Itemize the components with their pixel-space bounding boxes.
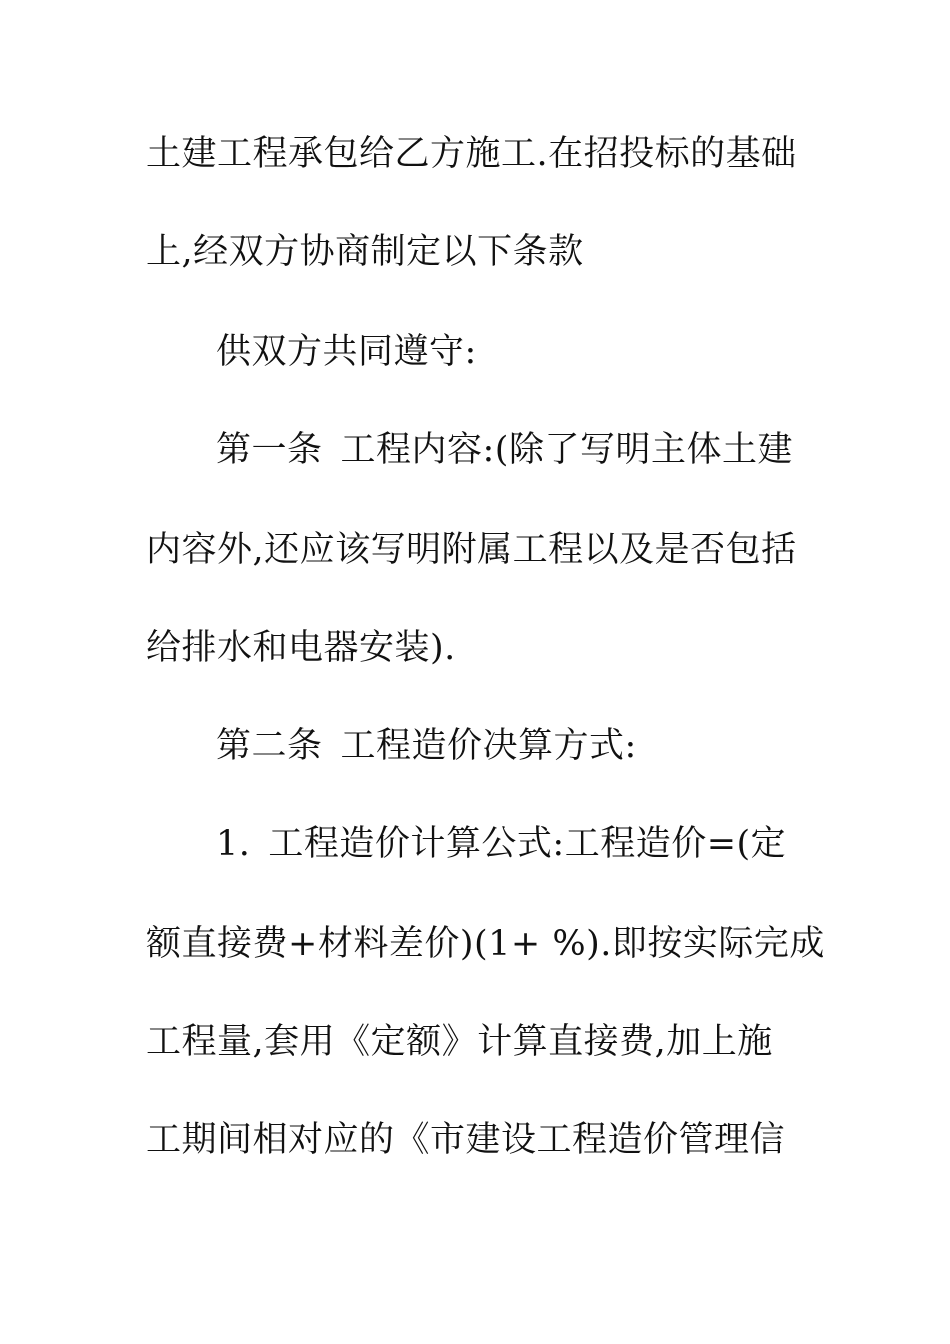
article-2-number: 第二条: [216, 726, 323, 766]
list-item-text: 工程造价计算公式:工程造价=(定: [268, 824, 787, 864]
article-1-title: 工程内容:(除了写明主体土建: [340, 430, 793, 470]
paragraph-line-5: 内容外,还应该写明附属工程以及是否包括: [146, 530, 797, 570]
article-1-heading-line: [216, 428, 806, 472]
list-item-number: 1.: [216, 824, 251, 864]
paragraph-line-6: 给排水和电器安装).: [146, 628, 456, 668]
article-2-heading-line: [216, 724, 806, 768]
paragraph-line-10: 工程量,套用《定额》计算直接费,加上施: [146, 1022, 773, 1062]
article-2-title: 工程造价决算方式:: [340, 726, 637, 766]
list-item-1-line: [216, 822, 806, 866]
paragraph-line-11: 工期间相对应的《市建设工程造价管理信: [146, 1120, 786, 1160]
paragraph-line-3: 供双方共同遵守:: [216, 332, 477, 372]
paragraph-line-2: 上,经双方协商制定以下条款: [146, 232, 584, 272]
paragraph-line-1: 土建工程承包给乙方施工.在招投标的基础: [146, 134, 797, 174]
paragraph-line-9: 额直接费+材料差价)(1+ %).即按实际完成: [146, 924, 825, 964]
article-1-number: 第一条: [216, 430, 323, 470]
